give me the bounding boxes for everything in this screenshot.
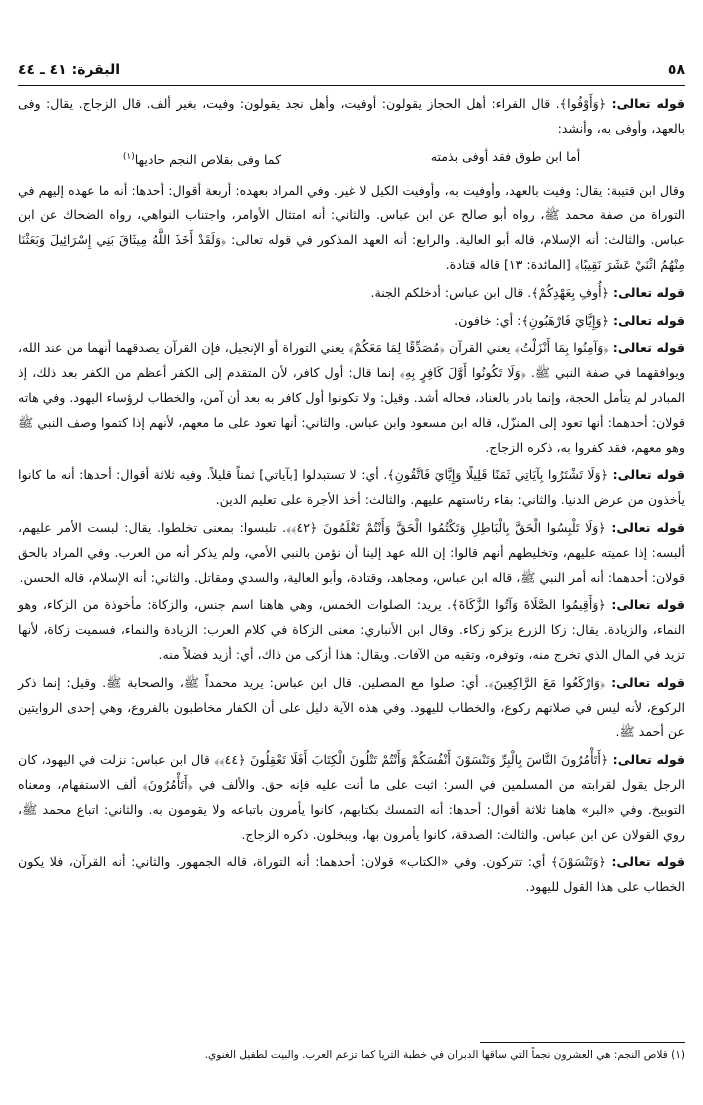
- commentary-paragraph: [18, 748, 685, 847]
- footnote: [18, 1046, 685, 1064]
- paragraph-text: ﴿وَآمِنُوا بِمَا أَنْزَلْتُ﴾ يعني القرآن ﴿مُصَدِّقًا لِمَا مَعَكُمْ﴾ يعني التوراة أو الإنجيل، فإن القرآن يصدقهما أنهما من عند الله، ويوافقهما في صفة النبي ﷺ. ﴿وَلَا تَكُونُوا أَوَّلَ كَافِرٍ بِهِ﴾ إنما قال: أول كافر، لأن المتقدم إلى الكفر أعظم من الكفر بعد ذلك، إذ المبادر لم يتأمل الحجة، وإنما بادر بالعناد، فحاله أشد. وقيل: ولا تكونوا أول كافر به بعد أن آمن، والخطاب لرؤساء اليهود. وفي هاته قولان: أحدهما: أنها تعود إلى المنزّل، قاله ابن مسعود وابن عباس. والثاني: أنها تعود على ما معهم، لأنهم إذا كتموا وصف النبي ﷺ وهو معهم، فقد كفروا به، ذكره الزجاج.: [18, 340, 685, 455]
- paragraph-text: ﴿وَلَا تَلْبِسُوا الْحَقَّ بِالْبَاطِلِ وَتَكْتُمُوا الْحَقَّ وَأَنْتُمْ تَعْلَمُونَ ﴿٤٢﴾﴾. تلبسوا: بمعنى تخلطوا. يقال: لبست الأمر عليهم، ألبسه: إذا عميته عليهم، وتخليطهم أنهم قالوا: إن الله عهد إلينا أن نؤمن بالنبي الأمي، ولم يذكر أنه من العرب. وفي المراد بالحق قولان: أحدهما: أنه أمر النبي ﷺ، قاله ابن عباس، ومجاهد، وقتادة، وأبو العالية، والسدي ومقاتل. والثاني: أنه الإسلام، قاله الحسن.: [18, 519, 685, 585]
- footnote-separator: [480, 1042, 685, 1043]
- commentary-paragraph: [18, 593, 685, 667]
- commentary-paragraph: [18, 463, 685, 513]
- paragraph-text: ﴿وَتَنْسَوْنَ﴾ أي: تتركون. وفي «الكتاب» قولان: أحدهما: أنه التوراة، قاله الجمهور. والثاني: أنه القرآن، فلا يكون الخطاب على هذا القول لليهود.: [18, 854, 685, 895]
- header-rule: [18, 85, 685, 86]
- page-number: ٥٨: [667, 62, 685, 78]
- footnote-text: قلاص النجم: هي العشرون نجماً التي ساقها الدبران في خطبة الثريا كما تزعم العرب. والبيت لطفيل الغنوي.: [204, 1049, 668, 1061]
- paragraph-text: ﴿أَتَأْمُرُونَ النَّاسَ بِالْبِرِّ وَتَنْسَوْنَ أَنْفُسَكُمْ وَأَنْتُمْ تَتْلُونَ الْكِتَابَ أَفَلَا تَعْقِلُونَ ﴿٤٤﴾﴾ قال ابن عباس: نزلت في اليهود، كان الرجل يقول لقرابته من المسلمين في السر: اثبت على ما أنت عليه فإنه حق. والألف في ﴿أَتَأْمُرُونَ﴾ ألف الاستفهام، ومعناه التوبيخ. وفي «البر» هاهنا ثلاثة أقوال: أحدها: أنه التمسك بكتابهم، كانوا يأمرون باتباعه ولا يقومون به. والثاني: اتباع محمد ﷺ، روي القولان عن ابن عباس. والثالث: الصدقة، كانوا يأمرون بها، ويبخلون. ذكره الزجاج.: [18, 752, 685, 842]
- paragraph-text: ﴿وَإِيَّايَ فَارْهَبُونِ﴾: أي: خافون.: [454, 312, 614, 328]
- paragraph-text: ﴿أُوفِ بِعَهْدِكُمْ﴾. قال ابن عباس: أدخلكم الجنة.: [370, 284, 614, 300]
- paragraph-lead: قوله تعالى:: [611, 597, 686, 613]
- paragraph-lead: قوله تعالى:: [613, 312, 685, 328]
- paragraph-lead: قوله تعالى:: [611, 854, 686, 870]
- paragraph-text: ﴿وَلَا تَشْتَرُوا بِآيَاتِي ثَمَنًا قَلِيلًا وَإِيَّايَ فَاتَّقُونِ﴾. أي: لا تستبدلوا [بآياتي] ثمناً قليلاً. وفيه ثلاثة أقوال: أحدها: أنه ما كانوا يأخذون من عرض الدنيا. والثاني: بقاء رئاستهم عليهم. والثالث: أخذ الأجرة على تعليم الدين.: [18, 467, 685, 508]
- footnote-reference: (١): [122, 151, 135, 162]
- main-text: [18, 92, 685, 903]
- paragraph-text: ﴿وَارْكَعُوا مَعَ الرَّاكِعِينَ﴾. أي: صلوا مع المصلين. قال ابن عباس: يريد محمداً ﷺ، والصحابة ﷺ. وقيل: إنما ذكر الركوع، لأنه ليس في صلاتهم ركوع، والخطاب لليهود. وفي هذه الآية دليل على أن الكفار مخاطبون بالفروع، وهي إحدى الروايتين عن أحمد ﷺ.: [18, 674, 685, 740]
- footnote-number: (١): [671, 1049, 685, 1061]
- commentary-paragraph: [18, 516, 685, 590]
- paragraph-lead: قوله تعالى:: [612, 752, 685, 768]
- commentary-paragraph: [18, 309, 685, 334]
- paragraph-lead: قوله تعالى:: [612, 467, 685, 483]
- verse-hemistich-2: كما وفى بقلاص النجم حاديها$^{(١)}$: [122, 151, 282, 167]
- paragraph-lead: قوله تعالى:: [611, 674, 685, 690]
- poetry-verse: [48, 145, 655, 173]
- page-header: [18, 58, 685, 82]
- paragraph-text: ﴿وَأَقِيمُوا الصَّلَاةَ وَآتُوا الزَّكَاةَ﴾. يريد: الصلوات الخمس، وهي هاهنا اسم جنس، والزكاة: مأخوذة من الزكاء، وهو النماء، والزيادة. يقال: زكا الزرع يزكو زكاء. وقال ابن الأنباري: معنى الزكاة في كلام العرب: الزيادة والنماء، فسميت زكاة، لأنها تزيد في المال الذي تخرج منه، وتوفره، وتقيه من الآفات. ويقال: هذا أزكى من ذاك، أي: أزيد فضلاً منه.: [18, 597, 685, 662]
- commentary-paragraph: [18, 179, 685, 278]
- running-title: البقرة: ٤١ ـ ٤٤: [18, 62, 121, 78]
- paragraph-text: وقال ابن قتيبة: يقال: وفيت بالعهد، وأوفيت به، وأوفيت الكيل لا غير. وفي المراد بعهده: أربعة أقوال: أحدها: أنه ما عهده إليهم في التوراة من صفة محمد ﷺ، رواه أبو صالح عن ابن عباس. والثاني: أنه امتثال الأوامر، واجتناب النواهي، رواه الضحاك عن ابن عباس. والثالث: أنه الإسلام، قاله أبو العالية. والرابع: أنه العهد المذكور في قوله تعالى: ﴿وَلَقَدْ أَخَذَ اللَّهُ مِيثَاقَ بَنِي إِسْرَائِيلَ وَبَعَثْنَا مِنْهُمُ اثْنَيْ عَشَرَ نَقِيبًا﴾ [المائدة: ١٣] قاله قتادة.: [18, 182, 685, 272]
- commentary-paragraph: [18, 336, 685, 460]
- commentary-paragraph: [18, 92, 685, 142]
- verse-hemistich-1: أما ابن طوق فقد أوفى بذمته: [430, 148, 581, 164]
- paragraph-lead: قوله تعالى:: [611, 519, 685, 535]
- paragraph-text: ﴿وَأَوْفُوا﴾. قال الفراء: أهل الحجاز يقولون: أوفيت، وأهل نجد يقولون: وفيت، بغير ألف. قال الزجاج. يقال: وفى بالعهد، وأوفى به، وأنشد:: [18, 96, 685, 136]
- commentary-paragraph: [18, 281, 685, 306]
- paragraph-lead: قوله تعالى:: [613, 284, 685, 300]
- paragraph-lead: قوله تعالى:: [612, 340, 686, 356]
- commentary-paragraph: [18, 850, 685, 900]
- paragraph-lead: قوله تعالى:: [611, 96, 685, 111]
- commentary-paragraph: [18, 671, 685, 745]
